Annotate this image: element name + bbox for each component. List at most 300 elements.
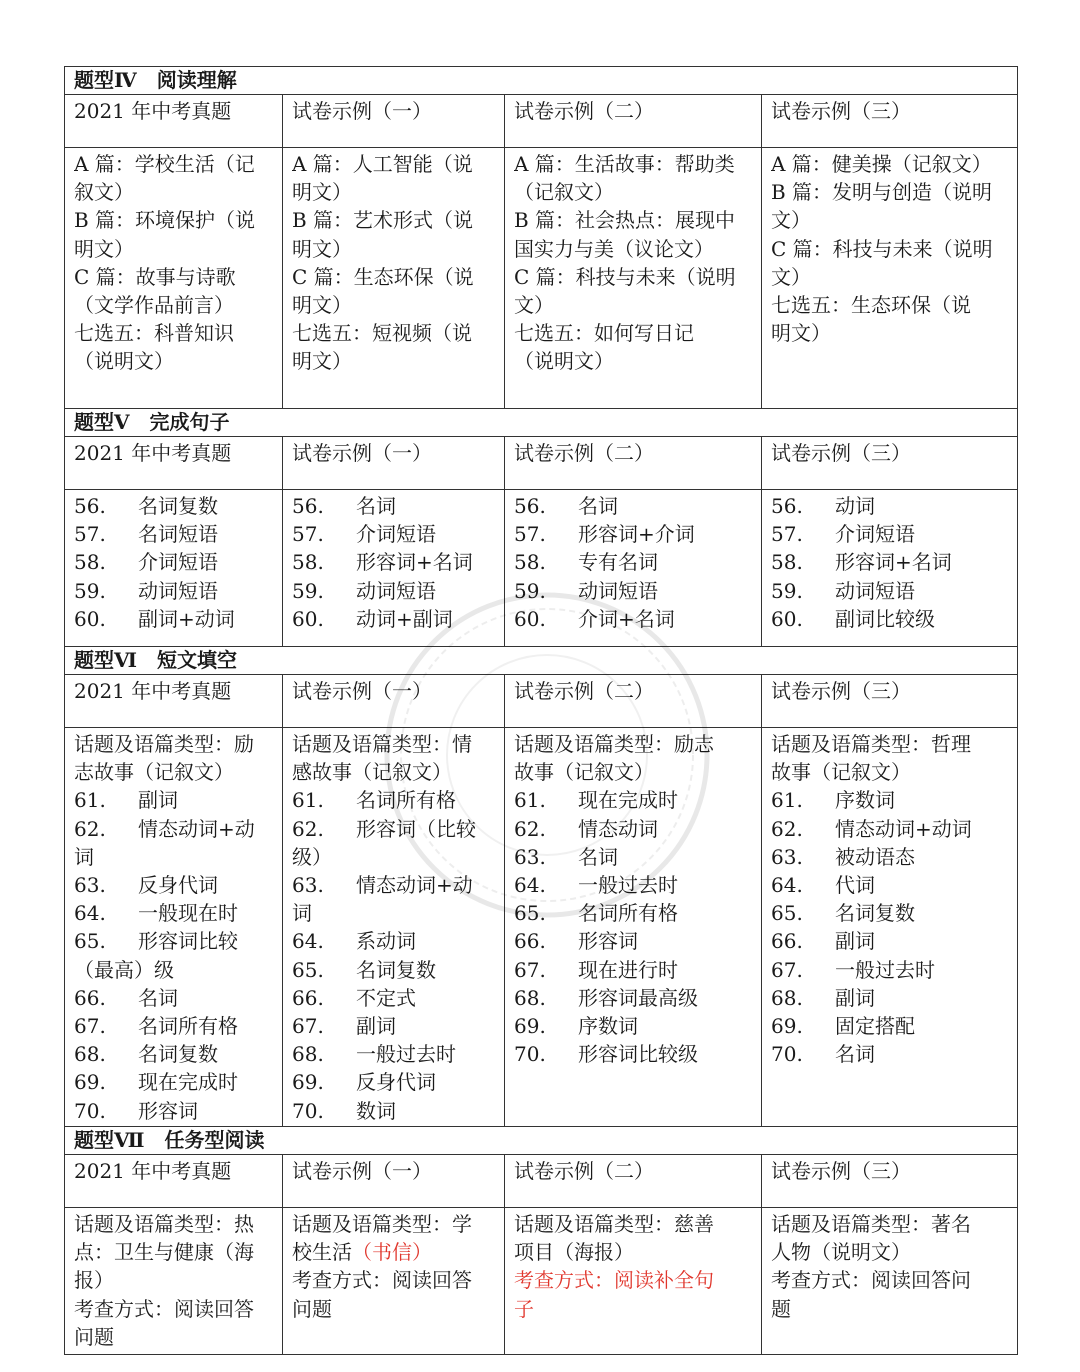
content-line [514, 899, 753, 927]
content-line [74, 1238, 274, 1266]
item-number: 65. [292, 957, 324, 982]
content-line [514, 206, 753, 234]
content-line [74, 758, 274, 786]
content-line [514, 1266, 753, 1294]
item-text: 反身代词 [356, 1070, 436, 1095]
item-text: （最高）级 [74, 957, 174, 982]
item-number: 66. [514, 929, 546, 954]
item-text: 情态动词 [578, 816, 658, 841]
content-line [292, 1068, 496, 1096]
item-text: 介词+名词 [578, 606, 675, 631]
content-line [771, 206, 1009, 234]
item-text: C 篇：科技与未来（说明 [771, 236, 993, 261]
item-text: 动词+副词 [356, 606, 453, 631]
content-line [74, 178, 274, 206]
section-title: 题型Ⅴ 完成句子 [65, 409, 1018, 437]
column-header: 2021 年中考真题 [65, 675, 283, 728]
item-text: 名词 [835, 1042, 875, 1067]
item-text: 名词复数 [138, 1042, 218, 1067]
item-text: 名词复数 [356, 957, 436, 982]
item-text: 形容词比较 [138, 929, 238, 954]
content-line [292, 347, 496, 375]
item-number: 61. [292, 788, 324, 813]
item-text: 副词 [356, 1014, 396, 1039]
item-text: B 篇：社会热点：展现中 [514, 208, 736, 233]
item-number: 60. [771, 606, 803, 631]
item-text: 级） [292, 844, 332, 869]
item-text: 问题 [74, 1324, 114, 1349]
item-number: 61. [74, 788, 106, 813]
content-line [771, 605, 1009, 633]
item-text: 副词 [835, 929, 875, 954]
content-line [292, 730, 496, 758]
item-text: 七选五：如何写日记 [514, 321, 694, 346]
item-text: 序数词 [835, 788, 895, 813]
item-text: 明文） [292, 236, 352, 261]
item-text: 故事（记叙文） [514, 760, 654, 785]
item-text: 考查方式：阅读回答 [292, 1268, 472, 1293]
item-number: 64. [771, 873, 803, 898]
content-line [74, 1323, 274, 1351]
content-line [514, 871, 753, 899]
content-line [292, 786, 496, 814]
content-line [771, 1210, 1009, 1238]
content-line [74, 206, 274, 234]
item-text: 介词短语 [138, 550, 218, 575]
item-text: 现在进行时 [578, 957, 678, 982]
item-number: 66. [74, 985, 106, 1010]
item-text: 情态动词+动 [138, 816, 255, 841]
item-text: 形容词最高级 [578, 985, 698, 1010]
content-line [292, 956, 496, 984]
content-line [74, 319, 274, 347]
content-row [65, 1208, 1018, 1355]
content-line [292, 235, 496, 263]
column-header-row [65, 95, 1018, 148]
item-text: C 篇：故事与诗歌 [74, 264, 236, 289]
item-text: 点：卫生与健康（海 [74, 1240, 254, 1265]
content-line [771, 520, 1009, 548]
item-text: A 篇：生活故事：帮助类 [514, 152, 735, 176]
content-line [292, 492, 496, 520]
item-text: 动词短语 [578, 578, 658, 603]
item-number: 58. [292, 550, 324, 575]
content-cell [65, 728, 283, 1127]
item-text: 现在完成时 [138, 1070, 238, 1095]
item-text: 文） [771, 208, 811, 233]
exam-comparison-table [64, 66, 1018, 1355]
content-line [292, 178, 496, 206]
content-line [292, 150, 496, 178]
item-text: 副词 [835, 985, 875, 1010]
item-text: 一般过去时 [578, 873, 678, 898]
item-number: 56. [292, 494, 324, 518]
item-text: A 篇：学校生活（记 [74, 152, 255, 176]
item-number: 61. [514, 788, 546, 813]
item-text: 形容词+名词 [835, 550, 952, 575]
item-text: B 篇：艺术形式（说 [292, 208, 474, 233]
item-text: 形容词+介词 [578, 522, 695, 547]
content-line [74, 730, 274, 758]
item-number: 56. [514, 494, 546, 518]
content-line [514, 758, 753, 786]
item-text: 名词 [356, 494, 396, 518]
content-line [74, 899, 274, 927]
content-line [74, 263, 274, 291]
content-line [514, 730, 753, 758]
content-line [771, 984, 1009, 1012]
content-line [74, 956, 274, 984]
item-number: 66. [292, 985, 324, 1010]
content-line [771, 758, 1009, 786]
content-line [74, 150, 274, 178]
item-text: 动词短语 [138, 578, 218, 603]
item-number: 64. [74, 901, 106, 926]
item-text: 题 [771, 1296, 791, 1321]
item-text: 反身代词 [138, 873, 218, 898]
column-header: 2021 年中考真题 [65, 1155, 283, 1208]
content-line [514, 1040, 753, 1068]
item-number: 57. [514, 522, 546, 547]
column-header-row [65, 437, 1018, 490]
item-number: 64. [514, 873, 546, 898]
content-line [74, 291, 274, 319]
content-line [292, 984, 496, 1012]
content-line [771, 927, 1009, 955]
content-line [771, 319, 1009, 347]
content-line [292, 263, 496, 291]
content-cell [505, 1208, 762, 1355]
content-line [514, 843, 753, 871]
item-number: 62. [74, 816, 106, 841]
item-text: 话题及语篇类型：励志 [514, 732, 714, 756]
item-number: 60. [292, 606, 324, 631]
content-cell [762, 490, 1018, 647]
content-line [74, 1040, 274, 1068]
content-line [74, 520, 274, 548]
section-title-row [65, 1127, 1018, 1155]
item-text: 话题及语篇类型：慈善 [514, 1212, 714, 1236]
item-text: 不定式 [356, 985, 416, 1010]
content-line [74, 605, 274, 633]
item-text: 项目（海报） [514, 1240, 634, 1265]
item-text: 形容词 [138, 1098, 198, 1123]
content-line [514, 347, 753, 375]
column-header: 试卷示例（三） [762, 95, 1018, 148]
content-line [771, 730, 1009, 758]
content-line [292, 605, 496, 633]
column-header: 试卷示例（三） [762, 675, 1018, 728]
item-text: 动词短语 [835, 578, 915, 603]
item-text: 介词短语 [835, 522, 915, 547]
content-cell [762, 728, 1018, 1127]
column-header: 试卷示例（一） [283, 1155, 505, 1208]
content-line [771, 1266, 1009, 1294]
item-text: A 篇：人工智能（说 [292, 152, 473, 176]
item-number: 60. [74, 606, 106, 631]
item-text: 话题及语篇类型：热 [74, 1212, 254, 1236]
content-line [514, 520, 753, 548]
item-number: 67. [292, 1014, 324, 1039]
item-text: 动词 [835, 494, 875, 518]
item-text: 被动语态 [835, 844, 915, 869]
item-text: （说明文） [74, 349, 174, 374]
item-number: 70. [74, 1098, 106, 1123]
content-cell [65, 148, 283, 409]
content-line [771, 1040, 1009, 1068]
content-line [74, 577, 274, 605]
item-number: 70. [514, 1042, 546, 1067]
section-title: 题型Ⅳ 阅读理解 [65, 67, 1018, 95]
item-text: 现在完成时 [578, 788, 678, 813]
item-number: 63. [771, 844, 803, 869]
item-number: 64. [292, 929, 324, 954]
content-line [514, 319, 753, 347]
content-line [514, 786, 753, 814]
item-text: B 篇：发明与创造（说明 [771, 180, 993, 205]
content-line [771, 956, 1009, 984]
content-line [292, 319, 496, 347]
item-text: 副词 [138, 788, 178, 813]
item-text: 考查方式：阅读回答问 [771, 1268, 971, 1293]
item-text: 话题及语篇类型：情 [292, 732, 472, 756]
content-line [292, 927, 496, 955]
content-line [74, 347, 274, 375]
item-text: 代词 [835, 873, 875, 898]
item-number: 63. [74, 873, 106, 898]
item-text: 人物（说明文） [771, 1240, 911, 1265]
content-cell [283, 148, 505, 409]
content-line [771, 577, 1009, 605]
column-header: 试卷示例（二） [505, 1155, 762, 1208]
content-line [771, 235, 1009, 263]
content-row [65, 148, 1018, 409]
content-line [771, 150, 1009, 178]
content-line [771, 843, 1009, 871]
content-line [514, 492, 753, 520]
content-line [514, 263, 753, 291]
content-line [771, 899, 1009, 927]
item-number: 69. [292, 1070, 324, 1095]
content-line [771, 291, 1009, 319]
content-line [74, 843, 274, 871]
content-row [65, 728, 1018, 1127]
item-text: 校生活 [292, 1240, 352, 1265]
item-text: 形容词+名词 [356, 550, 473, 575]
content-line [514, 984, 753, 1012]
column-header: 2021 年中考真题 [65, 437, 283, 490]
item-text: 名词 [578, 844, 618, 869]
content-line [514, 956, 753, 984]
item-text: 名词短语 [138, 522, 218, 547]
section-title-row [65, 647, 1018, 675]
item-number: 58. [514, 550, 546, 575]
content-line [514, 1295, 753, 1323]
item-text: 一般过去时 [356, 1042, 456, 1067]
content-line [514, 1238, 753, 1266]
item-text: 明文） [74, 236, 134, 261]
content-line [771, 1238, 1009, 1266]
content-line [771, 1295, 1009, 1323]
item-number: 60. [514, 606, 546, 631]
item-text: 一般过去时 [835, 957, 935, 982]
item-text: 副词比较级 [835, 606, 935, 631]
item-number: 68. [771, 985, 803, 1010]
content-cell [505, 490, 762, 647]
content-cell [505, 728, 762, 1127]
item-number: 68. [514, 985, 546, 1010]
content-line [771, 786, 1009, 814]
section-title-row [65, 409, 1018, 437]
content-line [292, 520, 496, 548]
item-text: 明文） [292, 180, 352, 205]
item-text: C 篇：科技与未来（说明 [514, 264, 736, 289]
item-text: 介词短语 [356, 522, 436, 547]
item-text: 词 [74, 844, 94, 869]
content-line [74, 1266, 274, 1294]
content-line [292, 291, 496, 319]
item-text: 话题及语篇类型：励 [74, 732, 254, 756]
item-text: 动词短语 [356, 578, 436, 603]
section-title: 题型Ⅶ 任务型阅读 [65, 1127, 1018, 1155]
content-line [292, 1238, 496, 1266]
item-number: 58. [771, 550, 803, 575]
column-header: 试卷示例（二） [505, 437, 762, 490]
item-text: 感故事（记叙文） [292, 760, 452, 785]
content-line [74, 1012, 274, 1040]
section-title-row [65, 67, 1018, 95]
item-text: 明文） [292, 293, 352, 318]
item-text: （说明文） [514, 349, 614, 374]
item-text: 志故事（记叙文） [74, 760, 234, 785]
item-text: 形容词 [578, 929, 638, 954]
item-number: 61. [771, 788, 803, 813]
content-line [514, 927, 753, 955]
item-text: 系动词 [356, 929, 416, 954]
item-text: 文） [514, 293, 554, 318]
content-line [771, 263, 1009, 291]
item-text: A 篇：健美操（记叙文） [771, 152, 992, 176]
item-number: 65. [74, 929, 106, 954]
item-text: 形容词比较级 [578, 1042, 698, 1067]
content-line [771, 548, 1009, 576]
item-text: 名词所有格 [138, 1014, 238, 1039]
item-number: 58. [74, 550, 106, 575]
item-number: 68. [292, 1042, 324, 1067]
item-number: 63. [292, 873, 324, 898]
item-text: 故事（记叙文） [771, 760, 911, 785]
item-text: 话题及语篇类型：哲理 [771, 732, 971, 756]
item-number: 57. [292, 522, 324, 547]
content-cell [65, 1208, 283, 1355]
column-header: 试卷示例（三） [762, 437, 1018, 490]
item-number: 63. [514, 844, 546, 869]
content-row [65, 490, 1018, 647]
content-line [771, 178, 1009, 206]
content-cell [505, 148, 762, 409]
item-text: （文学作品前言） [74, 293, 234, 318]
column-header: 2021 年中考真题 [65, 95, 283, 148]
item-text: 名词 [138, 985, 178, 1010]
highlight-text: 考查方式：阅读补全句 [514, 1268, 714, 1293]
content-line [74, 927, 274, 955]
item-text: 序数词 [578, 1014, 638, 1039]
content-line [771, 1012, 1009, 1040]
content-line [292, 1012, 496, 1040]
content-line [74, 492, 274, 520]
content-line [771, 871, 1009, 899]
content-line [292, 1097, 496, 1125]
item-text: 问题 [292, 1296, 332, 1321]
content-line [514, 577, 753, 605]
item-text: 一般现在时 [138, 901, 238, 926]
item-number: 62. [771, 816, 803, 841]
item-text: 副词+动词 [138, 606, 235, 631]
item-text: 报） [74, 1268, 114, 1293]
content-line [74, 548, 274, 576]
content-line [292, 206, 496, 234]
highlight-text: 子 [514, 1296, 534, 1321]
item-number: 69. [74, 1070, 106, 1095]
item-text: 明文） [771, 321, 831, 346]
item-number: 65. [771, 901, 803, 926]
item-number: 68. [74, 1042, 106, 1067]
item-number: 67. [771, 957, 803, 982]
content-line [514, 548, 753, 576]
column-header: 试卷示例（二） [505, 675, 762, 728]
item-number: 56. [771, 494, 803, 518]
item-number: 59. [74, 578, 106, 603]
content-line [292, 815, 496, 843]
item-text: 名词所有格 [578, 901, 678, 926]
content-cell [283, 1208, 505, 1355]
column-header-row [65, 1155, 1018, 1208]
content-cell [283, 728, 505, 1127]
content-line [292, 843, 496, 871]
item-text: 形容词（比较 [356, 816, 476, 841]
content-line [74, 871, 274, 899]
content-line [292, 758, 496, 786]
content-line [292, 548, 496, 576]
content-line [292, 1040, 496, 1068]
item-number: 69. [771, 1014, 803, 1039]
column-header: 试卷示例（一） [283, 95, 505, 148]
item-number: 62. [514, 816, 546, 841]
item-text: 固定搭配 [835, 1014, 915, 1039]
content-line [74, 984, 274, 1012]
content-line [514, 605, 753, 633]
item-text: 词 [292, 901, 312, 926]
item-text: 名词所有格 [356, 788, 456, 813]
item-number: 56. [74, 494, 106, 518]
content-line [514, 150, 753, 178]
item-text: 情态动词+动 [356, 873, 473, 898]
content-line [514, 1012, 753, 1040]
column-header: 试卷示例（一） [283, 675, 505, 728]
content-line [74, 815, 274, 843]
content-line [514, 1210, 753, 1238]
content-line [292, 899, 496, 927]
content-cell [283, 490, 505, 647]
column-header: 试卷示例（三） [762, 1155, 1018, 1208]
section-title: 题型Ⅵ 短文填空 [65, 647, 1018, 675]
content-cell [762, 148, 1018, 409]
content-line [292, 1210, 496, 1238]
item-number: 70. [292, 1098, 324, 1123]
content-line [514, 235, 753, 263]
content-line [514, 815, 753, 843]
content-line [74, 235, 274, 263]
